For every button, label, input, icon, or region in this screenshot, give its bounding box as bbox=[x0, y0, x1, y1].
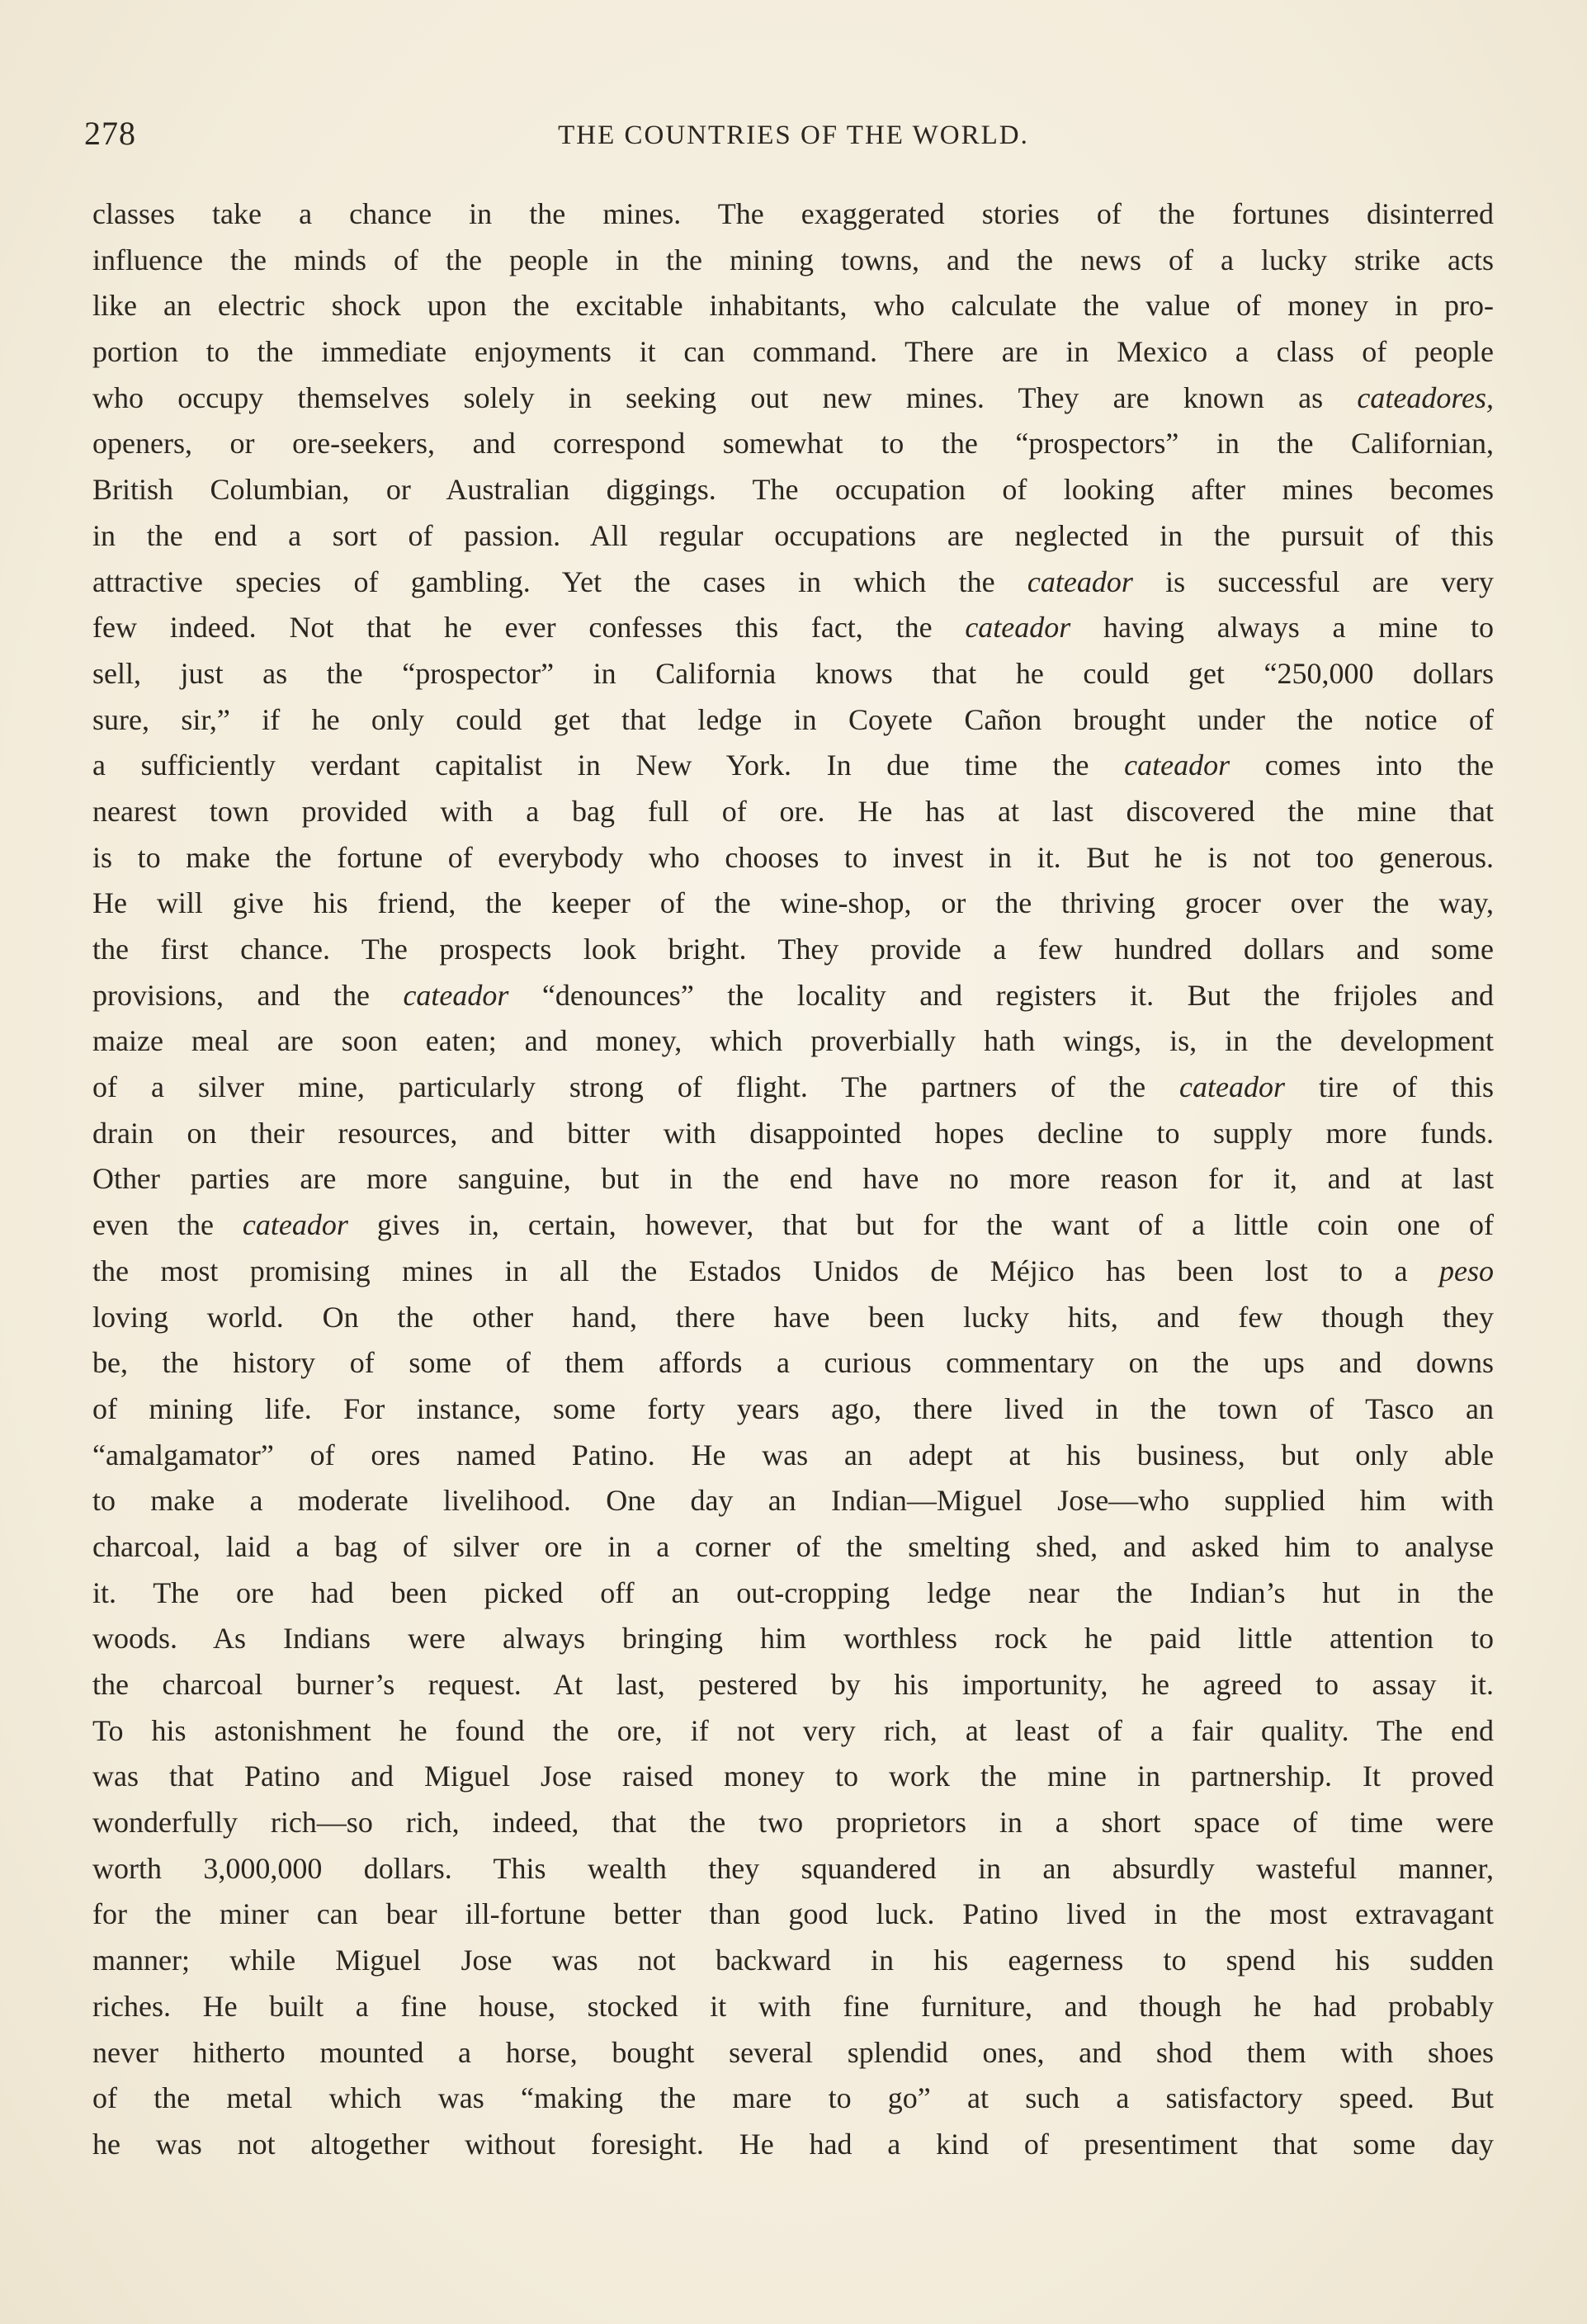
italic-term: cateador bbox=[1124, 749, 1230, 782]
text-line: of a silver mine, particularly strong of flight. The partners of the cateador tire of this bbox=[92, 1070, 1494, 1104]
text-line: He will give his friend, the keeper of the wine-shop, or the thriving grocer over the way, bbox=[92, 886, 1494, 920]
text-line: who occupy themselves solely in seeking out new mines. They are known as cateadores, bbox=[92, 380, 1494, 414]
text-line: woods. As Indians were always bringing him worthless rock he paid little attention to bbox=[92, 1622, 1494, 1656]
text-line: was that Patino and Miguel Jose raised money to work the mine in partnership. It proved bbox=[92, 1760, 1494, 1793]
italic-term: cateador bbox=[965, 611, 1071, 645]
text-line: the most promising mines in all the Estados Unidos de Méjico has been lost to a peso bbox=[92, 1254, 1494, 1287]
text-line: even the cateador gives in, certain, however, that but for the want of a little coin one of bbox=[92, 1208, 1494, 1242]
text-line: it. The ore had been picked off an out-cropping ledge near the Indian’s hut in the bbox=[92, 1575, 1494, 1609]
text-line: drain on their resources, and bitter with disappointed hopes decline to supply more funds. bbox=[92, 1116, 1494, 1150]
text-line: never hitherto mounted a horse, bought several splendid ones, and shod them with shoes bbox=[92, 2035, 1494, 2069]
text-line: be, the history of some of them affords a curious commentary on the ups and downs bbox=[92, 1346, 1494, 1380]
text-line: few indeed. Not that he ever confesses this fact, the cateador having always a mine to bbox=[92, 611, 1494, 645]
text-line: portion to the immediate enjoyments it can command. There are in Mexico a class of people bbox=[92, 335, 1494, 369]
text-line: of the metal which was “making the mare to go” at such a satisfactory speed. But bbox=[92, 2081, 1494, 2115]
text-line: is to make the fortune of everybody who chooses to invest in it. But he is not too generous. bbox=[92, 840, 1494, 874]
text-line: To his astonishment he found the ore, if not very rich, at least of a fair quality. The end bbox=[92, 1713, 1494, 1747]
text-line: worth 3,000,000 dollars. This wealth they squandered in an absurdly wasteful manner, bbox=[92, 1851, 1494, 1885]
text-line: openers, or ore-seekers, and correspond somewhat to the “prospectors” in the Californian, bbox=[92, 427, 1494, 461]
italic-term: cateador bbox=[1179, 1070, 1286, 1104]
text-line: maize meal are soon eaten; and money, which proverbially hath wings, is, in the development bbox=[92, 1024, 1494, 1058]
text-line: manner; while Miguel Jose was not backward in his eagerness to spend his sudden bbox=[92, 1944, 1494, 1977]
italic-term: cateadores, bbox=[1357, 380, 1494, 414]
text-line: like an electric shock upon the excitable inhabitants, who calculate the value of money in pro- bbox=[92, 289, 1494, 323]
text-line: British Columbian, or Australian diggings. The occupation of looking after mines becomes bbox=[92, 473, 1494, 507]
text-line: to make a moderate livelihood. One day an Indian—Miguel Jose—who supplied him with bbox=[92, 1484, 1494, 1518]
text-line: the charcoal burner’s request. At last, pestered by his importunity, he agreed to assay it. bbox=[92, 1668, 1494, 1701]
italic-term: cateador bbox=[242, 1208, 348, 1242]
body-text bbox=[92, 191, 1494, 2168]
text-line: wonderfully rich—so rich, indeed, that the two proprietors in a short space of time were bbox=[92, 1806, 1494, 1840]
text-line: of mining life. For instance, some forty years ago, there lived in the town of Tasco an bbox=[92, 1391, 1494, 1425]
italic-term: cateador bbox=[403, 978, 509, 1012]
text-line: the first chance. The prospects look bright. They provide a few hundred dollars and some bbox=[92, 933, 1494, 966]
text-line: nearest town provided with a bag full of ore. He has at last discovered the mine that bbox=[92, 794, 1494, 828]
text-line: a sufficiently verdant capitalist in New York. In due time the cateador comes into the bbox=[92, 749, 1494, 782]
text-line: in the end a sort of passion. All regular occupations are neglected in the pursuit of this bbox=[92, 518, 1494, 552]
text-line: loving world. On the other hand, there have been lucky hits, and few though they bbox=[92, 1300, 1494, 1334]
text-line: he was not altogether without foresight. He had a kind of presentiment that some day bbox=[92, 2127, 1494, 2161]
text-line: riches. He built a fine house, stocked it with fine furniture, and though he had probably bbox=[92, 1989, 1494, 2023]
running-head: THE COUNTRIES OF THE WORLD. bbox=[558, 120, 1029, 150]
text-line: “amalgamator” of ores named Patino. He was an adept at his business, but only able bbox=[92, 1438, 1494, 1471]
text-line: sure, sir,” if he only could get that ledge in Coyete Cañon brought under the notice of bbox=[92, 702, 1494, 736]
text-line: classes take a chance in the mines. The exaggerated stories of the fortunes disinterred bbox=[92, 197, 1494, 230]
page-number: 278 bbox=[84, 115, 136, 152]
text-line: for the miner can bear ill-fortune better than good luck. Patino lived in the most extravagant bbox=[92, 1897, 1494, 1931]
text-line: Other parties are more sanguine, but in the end have no more reason for it, and at last bbox=[92, 1162, 1494, 1196]
italic-term: cateador bbox=[1027, 564, 1133, 598]
text-line: sell, just as the “prospector” in California knows that he could get “250,000 dollars bbox=[92, 656, 1494, 690]
italic-term: peso bbox=[1439, 1254, 1494, 1287]
text-line: charcoal, laid a bag of silver ore in a corner of the smelting shed, and asked him to analyse bbox=[92, 1529, 1494, 1563]
text-line: influence the minds of the people in the mining towns, and the news of a lucky strike acts bbox=[92, 243, 1494, 276]
text-line: provisions, and the cateador “denounces” the locality and registers it. But the frijoles and bbox=[92, 978, 1494, 1012]
text-line: attractive species of gambling. Yet the cases in which the cateador is successful are very bbox=[92, 564, 1494, 598]
